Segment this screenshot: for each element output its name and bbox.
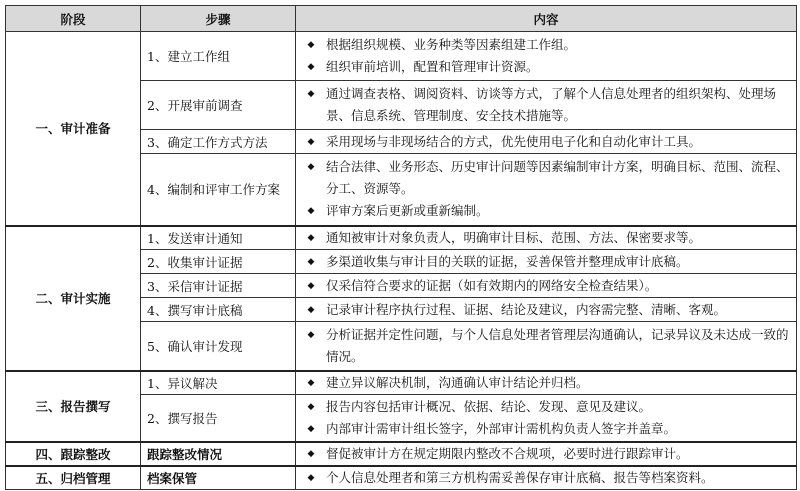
bullet-icon: ◆ xyxy=(307,256,315,267)
step-cell: 1、建立工作组 xyxy=(141,32,296,81)
step-cell: 4、撰写审计底稿 xyxy=(141,298,296,322)
content-cell xyxy=(296,154,797,226)
bullet-icon: ◆ xyxy=(307,377,315,388)
step-cell: 3、采信审计证据 xyxy=(141,274,296,298)
bullet-icon: ◆ xyxy=(307,304,315,315)
content-cell xyxy=(296,298,797,322)
table-row xyxy=(6,442,797,466)
bullet-icon: ◆ xyxy=(307,162,315,173)
bullet-icon: ◆ xyxy=(307,472,315,483)
bullet-icon: ◆ xyxy=(307,423,315,434)
content-item: ◆ 组织审前培训，配置和管理审计资源。 xyxy=(296,56,792,78)
content-item: ◆ 个人信息处理者和第三方机构需妥善保存审计底稿、报告等档案资料。 xyxy=(296,467,792,489)
content-item: ◆ 结合法律、业务形态、历史审计问题等因素编制审计方案，明确目标、范围、流程、分工、资源等。 xyxy=(296,156,792,200)
step-cell: 2、开展审前调查 xyxy=(141,81,296,130)
content-cell xyxy=(296,322,797,371)
content-cell xyxy=(296,274,797,298)
stage-cell: 一、审计准备 xyxy=(6,32,141,226)
bullet-icon: ◆ xyxy=(307,329,315,340)
content-item: ◆ 根据组织规模、业务种类等因素组建工作组。 xyxy=(296,34,792,56)
table-row xyxy=(6,226,797,250)
bullet-icon: ◆ xyxy=(307,40,315,50)
step-cell: 1、发送审计通知 xyxy=(141,226,296,250)
step-cell: 5、确认审计发现 xyxy=(141,322,296,371)
content-item: ◆ 仅采信符合要求的证据（如有效期内的网络安全检查结果）。 xyxy=(296,275,792,297)
content-item: ◆ 通知被审计对象负责人，明确审计目标、范围、方法、保密要求等。 xyxy=(296,227,792,249)
step-cell: 3、确定工作方式方法 xyxy=(141,130,296,154)
content-cell xyxy=(296,371,797,395)
bullet-icon: ◆ xyxy=(307,401,315,412)
step-cell: 档案保管 xyxy=(141,466,296,490)
step-cell: 2、收集审计证据 xyxy=(141,250,296,274)
content-cell xyxy=(296,250,797,274)
header-stage: 阶段 xyxy=(6,6,141,32)
bullet-icon: ◆ xyxy=(307,62,315,72)
bullet-icon: ◆ xyxy=(307,280,315,291)
content-item: ◆ 建立异议解决机制，沟通确认审计结论并归档。 xyxy=(296,372,792,394)
content-item: ◆ 多渠道收集与审计目的关联的证据，妥善保管并整理成审计底稿。 xyxy=(296,251,792,273)
step-cell: 跟踪整改情况 xyxy=(141,442,296,466)
content-item: ◆ 通过调查表格、调阅资料、访谈等方式，了解个人信息处理者的组织架构、处理场景、信息系统、管理制度、安全技术措施等。 xyxy=(296,83,792,127)
audit-process-table xyxy=(5,5,797,490)
step-cell: 4、编制和评审工作方案 xyxy=(141,154,296,226)
content-item: ◆ 分析证据并定性问题，与个人信息处理者管理层沟通确认，记录异议及未达成一致的情况。 xyxy=(296,324,792,368)
header-step: 步骤 xyxy=(141,6,296,32)
step-cell: 2、撰写报告 xyxy=(141,395,296,442)
content-cell xyxy=(296,226,797,250)
content-cell xyxy=(296,395,797,442)
bullet-icon: ◆ xyxy=(307,136,315,147)
content-cell xyxy=(296,32,797,81)
step-cell: 1、异议解决 xyxy=(141,371,296,395)
content-cell xyxy=(296,466,797,490)
content-cell xyxy=(296,81,797,130)
table-row xyxy=(6,32,797,81)
table-row xyxy=(6,371,797,395)
content-item: ◆ 内部审计需审计组长签字，外部审计需机构负责人签字并盖章。 xyxy=(296,418,792,440)
bullet-icon: ◆ xyxy=(307,89,315,99)
bullet-icon: ◆ xyxy=(307,448,315,459)
stage-cell: 五、归档管理 xyxy=(6,466,141,490)
content-item: ◆ 评审方案后更新或重新编制。 xyxy=(296,200,792,222)
header-row xyxy=(6,6,797,32)
content-cell xyxy=(296,130,797,154)
content-item: ◆ 督促被审计方在规定期限内整改不合规项，必要时进行跟踪审计。 xyxy=(296,443,792,465)
bullet-icon: ◆ xyxy=(307,206,315,217)
stage-cell: 二、审计实施 xyxy=(6,226,141,371)
content-item: ◆ 采用现场与非现场结合的方式，优先使用电子化和自动化审计工具。 xyxy=(296,131,792,153)
stage-cell: 四、跟踪整改 xyxy=(6,442,141,466)
stage-cell: 三、报告撰写 xyxy=(6,371,141,442)
content-cell xyxy=(296,442,797,466)
content-item: ◆ 报告内容包括审计概况、依据、结论、发现、意见及建议。 xyxy=(296,396,792,418)
header-content: 内容 xyxy=(296,6,797,32)
content-item: ◆ 记录审计程序执行过程、证据、结论及建议，内容需完整、清晰、客观。 xyxy=(296,299,792,321)
bullet-icon: ◆ xyxy=(307,232,315,243)
table-row xyxy=(6,466,797,490)
